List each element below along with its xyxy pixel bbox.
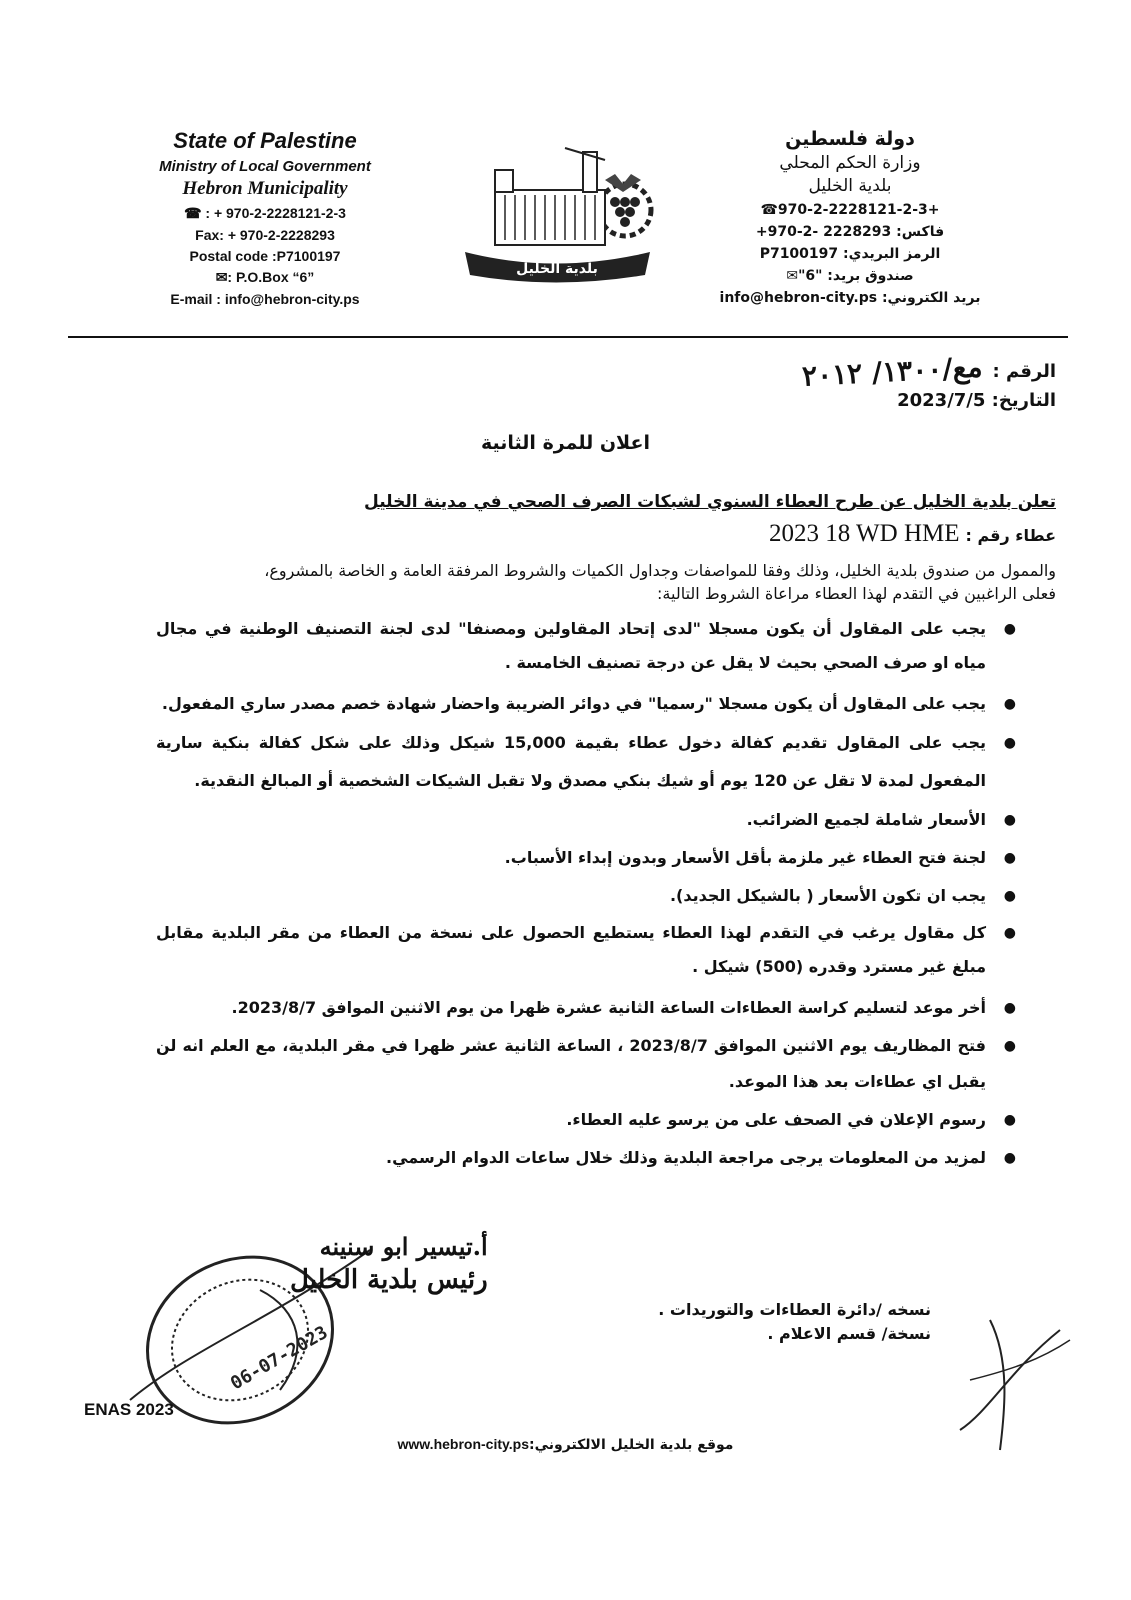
municipality-name-ar: بلدية الخليل [808,176,892,196]
state-name-ar: دولة فلسطين [785,128,915,150]
ministry-name-en: Ministry of Local Government [159,158,371,175]
phone-en: ☎ : + 970-2-2228121-2-3 [184,205,346,221]
signer-title: رئيس بلدية الخليل [290,1265,488,1295]
logo-banner-text: بلدية الخليل [516,261,598,277]
conditions-list [156,612,986,1178]
condition-item: ● لجنة فتح العطاء غير ملزمة بأقل الأسعار وبدون إبداء الأسباب. [156,840,986,876]
signer-name: أ.تيسير ابو سنينه [319,1232,488,1261]
condition-item: ● الأسعار شاملة لجميع الضرائب. [156,802,986,838]
copies-list [658,1298,931,1346]
po-box-ar: صندوق بريد: "6"✉ [786,268,914,284]
header-divider [68,336,1068,338]
postal-code-ar: الرمز البريدي: P7100197 [759,246,941,262]
email-en: E-mail : info@hebron-city.ps [170,291,360,307]
copy-line: نسخه /دائرة العطاءات والتوريدات . [658,1300,931,1319]
condition-item: ● يجب ان تكون الأسعار ( بالشيكل الجديد). [156,878,986,914]
tender-label: عطاء رقم : [965,526,1056,545]
applicants-line: فعلى الراغبين في التقدم لهذا العطاء مراعاة الشروط التالية: [657,584,1056,603]
reference-number [801,350,1056,393]
state-name-en: State of Palestine [173,128,357,153]
postal-code-en: Postal code :P7100197 [189,248,341,264]
condition-item: ● كل مقاول يرغب في التقدم لهذا العطاء يستطيع الحصول على نسخة من العطاء من مقر البلدية مقابل مبلغ غير مسترد وقدره (500) شيكل . [156,916,986,984]
header-english [120,128,410,307]
copy-line: نسخة/ قسم الاعلام . [767,1324,931,1343]
announcement-intro: تعلن بلدية الخليل عن طرح العطاء السنوي لشبكات الصرف الصحي في مدينة الخليل [364,492,1056,512]
date-value: 2023/7/5 [897,390,986,411]
signature-block [290,1232,488,1295]
stamp-date: 06-07-2023 [227,1321,332,1395]
footer-website: www.hebron-city.ps [397,1436,529,1452]
ministry-name-ar: وزارة الحكم المحلي [779,153,921,173]
municipality-name-en: Hebron Municipality [182,178,348,199]
tender-number: 2023 18 WD HME [769,520,960,547]
header-arabic [700,128,1000,306]
announcement-title: اعلان للمرة الثانية [481,432,650,454]
tender-number-row [769,520,1056,548]
po-box-en: ✉: P.O.Box “6” [215,269,315,285]
phone-ar: +970-2-2228121-2-3☎ [760,202,940,218]
author-tag: ENAS 2023 [84,1400,174,1419]
reference-label: الرقم : [992,361,1056,382]
date-label: التاريخ: [991,390,1056,411]
condition-item: ● يجب على المقاول تقديم كفالة دخول عطاء بقيمة 15,000 شيكل وذلك على شكل كفالة بنكية سارية المفعول لمدة لا تقل عن 120 يوم أو شيك بنكي مصدق ولا تقبل الشيكات الشخصية أو المبالغ النقدية. [156,724,986,800]
condition-item: ● أخر موعد لتسليم كراسة العطاءات الساعة الثانية عشرة ظهرا من يوم الاثنين الموافق 2023/8/7. [156,990,986,1026]
condition-item: ● لمزيد من المعلومات يرجى مراجعة البلدية وذلك خلال ساعات الدوام الرسمي. [156,1140,986,1176]
condition-item: ● رسوم الإعلان في الصحف على من يرسو عليه العطاء. [156,1102,986,1138]
condition-item: ● فتح المظاريف يوم الاثنين الموافق 2023/8/7 ، الساعة الثانية عشر ظهرا في مقر البلدية، مع العلم انه لن يقبل اي عطاءات بعد هذا الموعد. [156,1028,986,1100]
funding-line: والممول من صندوق بلدية الخليل، وذلك وفقا للمواصفات وجداول الكميات والشروط المرفقة العامة و الخاصة بالمشروع، [264,561,1056,580]
condition-item: ● يجب على المقاول أن يكون مسجلا "رسميا" في دوائر الضريبة واحضار شهادة خصم مصدر ساري المفعول. [156,686,986,722]
municipality-logo-icon [455,140,660,285]
fax-en: Fax: + 970-2-2228293 [195,227,335,243]
email-ar: بريد الكتروني: info@hebron-city.ps [719,290,981,306]
fax-ar: فاكس: 2228293 -2-970+ [755,224,945,240]
footer [0,1436,1131,1453]
document-date [897,390,1056,411]
reference-value: مع/١٣٠٠/ ٢٠١٢ [801,350,984,393]
footer-label: :موقع بلدية الخليل الالكتروني [529,1437,734,1453]
condition-item: ● يجب على المقاول أن يكون مسجلا "لدى إتحاد المقاولين ومصنفا" لدى لجنة التصنيف الوطنية في مجال مياه او صرف الصحي بحيث لا يقل عن درجة تصنيف الخامسة . [156,612,986,680]
